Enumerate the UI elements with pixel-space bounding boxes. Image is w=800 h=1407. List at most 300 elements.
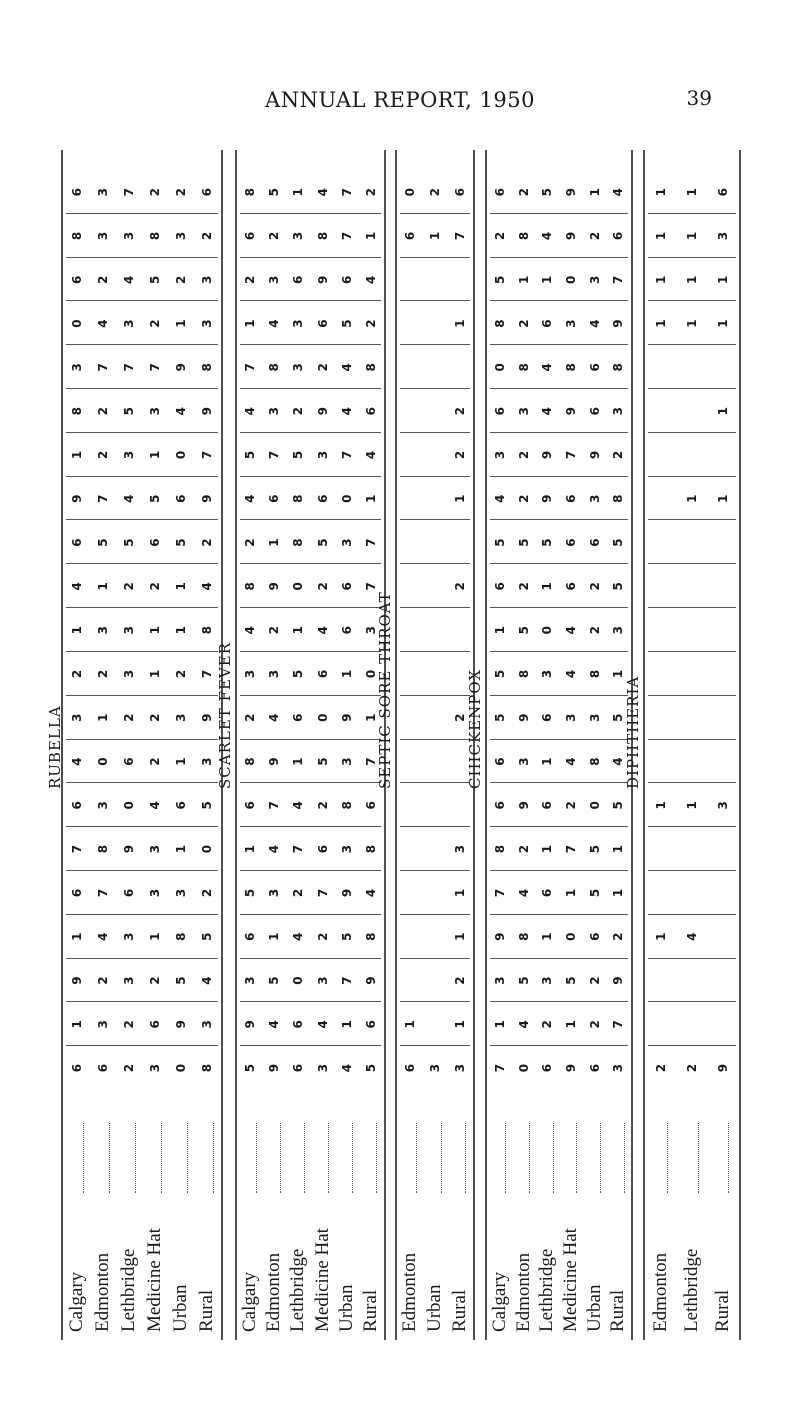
table-cell: 2 [122, 1063, 136, 1073]
table-cell: 2 [174, 669, 188, 679]
column-rule [240, 257, 381, 258]
table-cell: 5 [540, 187, 555, 197]
leader-dots [340, 1123, 353, 1193]
table-cell: 1 [267, 538, 282, 547]
table-cell: 3 [715, 231, 730, 241]
table-cell: 9 [200, 406, 214, 416]
table-cell: 6 [587, 363, 602, 372]
table-cell: 1 [243, 319, 258, 328]
table-cell: 1 [291, 757, 306, 766]
table-cell: 9 [70, 494, 84, 503]
table-cell: 3 [315, 1063, 330, 1073]
table-cell: 5 [339, 932, 354, 941]
table-row [315, 170, 331, 1090]
row-label-text: Edmonton [399, 1252, 421, 1332]
table-cell: 6 [96, 1063, 110, 1073]
table-cell: 8 [516, 932, 531, 941]
table-cell: 8 [363, 363, 378, 372]
column-rule [240, 1045, 381, 1046]
table-cell: 9 [363, 976, 378, 985]
table-cell: 1 [685, 494, 699, 503]
row-label-text: Medicine Hat [311, 1228, 333, 1332]
column-rule [400, 432, 470, 433]
table-cell: 6 [70, 538, 84, 547]
table-cell: 3 [452, 844, 467, 854]
table-cell: 8 [70, 406, 84, 416]
column-rule [66, 1045, 218, 1046]
table-cell: 1 [148, 669, 162, 679]
table-cell: 8 [174, 932, 188, 941]
table-cell: 1 [654, 932, 669, 941]
table-cell: 1 [291, 625, 306, 635]
table-cell: 2 [96, 976, 110, 985]
table-cell: 6 [452, 187, 467, 197]
row-label [424, 1123, 446, 1332]
table-cell: 4 [291, 932, 306, 941]
table-cell: 9 [70, 976, 84, 985]
column-rule [648, 1045, 736, 1046]
table-cell: 3 [243, 976, 258, 985]
table-cell: 4 [96, 932, 110, 941]
section-title: DIPHTHERIA [624, 675, 642, 789]
table-cell: 3 [122, 976, 136, 985]
column-rule [490, 739, 628, 740]
table-cell: 7 [96, 494, 110, 503]
table-cell: 5 [563, 976, 578, 985]
column-rule [490, 870, 628, 871]
column-rule [648, 958, 736, 959]
leader-dots [316, 1123, 329, 1193]
column-rule [648, 870, 736, 871]
table-cell: 2 [654, 1063, 669, 1073]
table-cell: 5 [243, 1063, 258, 1073]
table-row [242, 170, 258, 1090]
table-cell: 8 [200, 1063, 214, 1073]
table-cell: 1 [654, 319, 669, 328]
leader-dots [517, 1123, 530, 1193]
table-cell: 6 [492, 757, 507, 766]
section-title: SCARLET FEVER [216, 642, 234, 789]
table-cell: 4 [563, 757, 578, 766]
table-cell: 1 [715, 406, 730, 416]
table-cell: 9 [587, 450, 602, 460]
leader-dots [588, 1123, 601, 1193]
table-row [173, 170, 189, 1090]
table-cell: 4 [611, 757, 626, 766]
table-cell: 9 [174, 363, 188, 372]
table-cell: 3 [267, 406, 282, 416]
column-rule [400, 257, 470, 258]
table-cell: 3 [70, 713, 84, 722]
table-cell: 3 [122, 669, 136, 679]
column-rule [490, 388, 628, 389]
table-cell: 2 [363, 187, 378, 197]
column-rule [240, 432, 381, 433]
table-cell: 5 [174, 976, 188, 985]
table-cell: 7 [122, 363, 136, 372]
column-rule [490, 826, 628, 827]
table-cell: 6 [70, 187, 84, 197]
table-cell: 1 [70, 1020, 84, 1029]
table-cell: 9 [267, 1063, 282, 1073]
table-cell: 6 [563, 538, 578, 547]
table-cell: 1 [563, 1020, 578, 1029]
table-cell: 8 [291, 494, 306, 503]
table-cell: 8 [587, 669, 602, 679]
table-cell: 3 [315, 976, 330, 985]
table-cell: 4 [267, 713, 282, 722]
column-rule [648, 607, 736, 608]
table-cell: 8 [243, 187, 258, 197]
table-cell: 1 [291, 187, 306, 197]
table-cell: 7 [339, 187, 354, 197]
table-cell: 5 [339, 319, 354, 328]
table-cell: 6 [492, 187, 507, 197]
table-cell: 4 [540, 231, 555, 241]
table-cell: 8 [96, 844, 110, 854]
column-rule [490, 958, 628, 959]
table-cell: 2 [685, 1063, 699, 1073]
column-rule [240, 870, 381, 871]
column-rule [400, 739, 470, 740]
table-cell: 3 [516, 406, 531, 416]
table-cell: 6 [587, 1063, 602, 1073]
table-row [121, 170, 137, 1090]
table-cell: 3 [200, 1020, 214, 1029]
table-cell: 6 [540, 1063, 555, 1073]
column-rule [66, 300, 218, 301]
table-cell: 6 [291, 1020, 306, 1029]
column-rule [400, 1001, 470, 1002]
table-cell: 3 [363, 625, 378, 635]
table-cell: 0 [70, 319, 84, 328]
table-cell: 3 [291, 363, 306, 372]
table-cell: 3 [174, 713, 188, 722]
table-row [290, 170, 306, 1090]
column-rule [66, 826, 218, 827]
column-rule [648, 826, 736, 827]
table-cell: 5 [587, 844, 602, 854]
table-cell: 2 [315, 363, 330, 372]
table-cell: 0 [200, 844, 214, 854]
table-row [516, 170, 532, 1090]
row-label-text: Lethbridge [536, 1248, 558, 1332]
table-row [95, 170, 111, 1090]
table-cell: 4 [200, 976, 214, 985]
table-cell: 1 [174, 625, 188, 635]
table-cell: 5 [267, 976, 282, 985]
table-cell: 4 [363, 450, 378, 460]
row-label-text: Medicine Hat [144, 1228, 165, 1332]
table-cell: 6 [540, 801, 555, 810]
table-cell: 3 [96, 801, 110, 810]
table-cell: 7 [363, 582, 378, 591]
table-cell: 2 [267, 625, 282, 635]
row-label-text: Calgary [66, 1271, 87, 1332]
table-cell: 5 [267, 187, 282, 197]
table-cell: 6 [70, 801, 84, 810]
table-row [402, 170, 418, 1090]
table-cell: 3 [563, 319, 578, 328]
row-label-text: Medicine Hat [559, 1228, 581, 1332]
table-cell: 5 [291, 669, 306, 679]
table-row [587, 170, 603, 1090]
table-cell: 1 [428, 231, 442, 241]
column-rule [66, 563, 218, 564]
table-cell: 1 [363, 231, 378, 241]
table-row [610, 170, 626, 1090]
table-cell: 1 [243, 844, 258, 854]
table-cell: 2 [516, 319, 531, 328]
table-cell: 4 [685, 932, 699, 941]
rotated-content [40, 150, 770, 1340]
table-cell: 5 [174, 538, 188, 547]
column-rule [490, 432, 628, 433]
column-rule [66, 607, 218, 608]
table-cell: 7 [243, 363, 258, 372]
table-cell: 2 [291, 888, 306, 898]
table-cell: 9 [611, 976, 626, 985]
table-cell: 3 [96, 231, 110, 241]
leader-dots [716, 1123, 729, 1193]
table-cell: 0 [291, 976, 306, 985]
table-cell: 6 [339, 275, 354, 284]
column-rule [240, 1001, 381, 1002]
table-cell: 2 [452, 713, 467, 722]
table-cell: 1 [563, 888, 578, 898]
table-cell: 1 [174, 582, 188, 591]
table-cell: 6 [122, 888, 136, 898]
table-cell: 6 [540, 319, 555, 328]
table-cell: 2 [452, 976, 467, 985]
column-rule [648, 739, 736, 740]
table-cell: 5 [291, 450, 306, 460]
table-cell: 3 [267, 669, 282, 679]
page-number: 39 [686, 86, 712, 110]
table-cell: 1 [96, 582, 110, 591]
row-label-text: Urban [583, 1284, 605, 1332]
table-cell: 0 [587, 801, 602, 810]
table-cell: 9 [516, 801, 531, 810]
table-cell: 0 [492, 363, 507, 372]
table-cell: 1 [611, 844, 626, 854]
table-cell: 5 [611, 538, 626, 547]
leader-dots [97, 1123, 110, 1193]
row-label [681, 1123, 703, 1332]
table-cell: 3 [540, 669, 555, 679]
column-rule [648, 344, 736, 345]
table-cell: 5 [243, 450, 258, 460]
column-rule [490, 300, 628, 301]
table-cell: 8 [200, 625, 214, 635]
table-cell: 2 [291, 406, 306, 416]
table-cell: 1 [654, 231, 669, 241]
table-cell: 6 [291, 1063, 306, 1073]
row-label-text: Lethbridge [118, 1248, 139, 1332]
table-row [199, 170, 215, 1090]
column-rule [66, 651, 218, 652]
table-cell: 4 [563, 669, 578, 679]
table-cell: 1 [685, 275, 699, 284]
table-cell: 6 [540, 713, 555, 722]
column-rule [240, 695, 381, 696]
table-cell: 2 [587, 582, 602, 591]
row-label [607, 1123, 629, 1332]
table-cell: 7 [267, 801, 282, 810]
column-rule [400, 213, 470, 214]
table-cell: 2 [516, 450, 531, 460]
table-cell: 4 [122, 275, 136, 284]
table-cell: 4 [315, 625, 330, 635]
column-rule [648, 476, 736, 477]
table-cell: 4 [540, 363, 555, 372]
column-rule [240, 344, 381, 345]
leader-dots [244, 1123, 257, 1193]
row-label [360, 1123, 382, 1332]
table-cell: 2 [516, 494, 531, 503]
table-cell: 4 [267, 844, 282, 854]
column-rule [400, 826, 470, 827]
table-cell: 3 [148, 844, 162, 854]
table-cell: 7 [611, 275, 626, 284]
column-rule [648, 1001, 736, 1002]
row-label [144, 1123, 166, 1332]
table-cell: 5 [122, 538, 136, 547]
row-label-text: Edmonton [263, 1252, 285, 1332]
table-cell: 3 [96, 625, 110, 635]
table-cell: 6 [715, 187, 730, 197]
table-cell: 2 [122, 713, 136, 722]
table-cell: 6 [315, 494, 330, 503]
row-label [118, 1123, 140, 1332]
table-cell: 0 [516, 1063, 531, 1073]
column-rule [400, 300, 470, 301]
row-label [312, 1123, 334, 1332]
table-cell: 3 [267, 275, 282, 284]
row-label-text: Urban [335, 1284, 357, 1332]
table-cell: 5 [363, 1063, 378, 1073]
column-rule [66, 870, 218, 871]
row-label-text: Calgary [239, 1271, 261, 1332]
leader-dots [564, 1123, 577, 1193]
table-cell: 5 [492, 713, 507, 722]
table-cell: 9 [611, 319, 626, 328]
table-cell: 9 [715, 1063, 730, 1073]
table-cell: 1 [685, 231, 699, 241]
row-label [336, 1123, 358, 1332]
column-rule [66, 782, 218, 783]
table-row [452, 170, 468, 1090]
leader-dots [612, 1123, 625, 1193]
table-cell: 8 [492, 844, 507, 854]
table-cell: 8 [70, 231, 84, 241]
section-title: RUBELLA [46, 705, 64, 789]
column-rule [66, 519, 218, 520]
table-cell: 1 [339, 669, 354, 679]
table-cell: 1 [70, 625, 84, 635]
table-cell: 9 [174, 1020, 188, 1029]
table-cell: 9 [540, 450, 555, 460]
leader-dots [175, 1123, 188, 1193]
table-cell: 1 [685, 319, 699, 328]
column-rule [490, 563, 628, 564]
column-rule [240, 782, 381, 783]
table-cell: 2 [148, 757, 162, 766]
table-cell: 0 [122, 801, 136, 810]
column-rule [490, 695, 628, 696]
table-cell: 1 [452, 888, 467, 898]
column-rule [66, 739, 218, 740]
table-row [266, 170, 282, 1090]
row-label-text: Edmonton [512, 1252, 534, 1332]
table-row [715, 170, 731, 1090]
table-cell: 2 [563, 801, 578, 810]
table-cell: 2 [200, 538, 214, 547]
column-rule [490, 782, 628, 783]
row-label-text: Rural [711, 1289, 733, 1332]
table-cell: 8 [516, 669, 531, 679]
table-cell: 1 [70, 932, 84, 941]
table-cell: 5 [611, 713, 626, 722]
section-title: CHICKENPOX [466, 668, 484, 789]
row-label [560, 1123, 582, 1332]
table-cell: 7 [70, 844, 84, 854]
table-cell: 4 [200, 582, 214, 591]
column-rule [648, 300, 736, 301]
table-cell: 0 [174, 450, 188, 460]
table-cell: 2 [452, 406, 467, 416]
table-cell: 1 [174, 757, 188, 766]
table-cell: 0 [563, 275, 578, 284]
column-rule [240, 519, 381, 520]
table-cell: 4 [267, 1020, 282, 1029]
table-cell: 3 [587, 494, 602, 503]
table-cell: 2 [96, 450, 110, 460]
column-rule [648, 651, 736, 652]
table-cell: 6 [70, 1063, 84, 1073]
table-cell: 2 [428, 187, 442, 197]
column-rule [648, 914, 736, 915]
table-cell: 1 [96, 713, 110, 722]
row-label [712, 1123, 734, 1332]
table-cell: 6 [363, 406, 378, 416]
table-cell: 4 [363, 888, 378, 898]
table-cell: 5 [611, 582, 626, 591]
table-row [69, 170, 85, 1090]
row-label [449, 1123, 471, 1332]
table-cell: 0 [339, 494, 354, 503]
table-cell: 5 [492, 538, 507, 547]
column-rule [400, 563, 470, 564]
table-cell: 9 [267, 757, 282, 766]
column-rule [240, 826, 381, 827]
table-cell: 3 [339, 757, 354, 766]
leader-dots [71, 1123, 84, 1193]
table-cell: 6 [492, 582, 507, 591]
table-row [492, 170, 508, 1090]
row-label [196, 1123, 218, 1332]
table-cell: 5 [200, 932, 214, 941]
table-cell: 5 [315, 538, 330, 547]
table-cell: 5 [540, 538, 555, 547]
table-cell: 3 [96, 187, 110, 197]
table-cell: 1 [492, 625, 507, 635]
page-header [0, 82, 800, 122]
table-cell: 6 [587, 538, 602, 547]
table-cell: 9 [243, 1020, 258, 1029]
table-cell: 7 [563, 450, 578, 460]
table-cell: 5 [148, 494, 162, 503]
